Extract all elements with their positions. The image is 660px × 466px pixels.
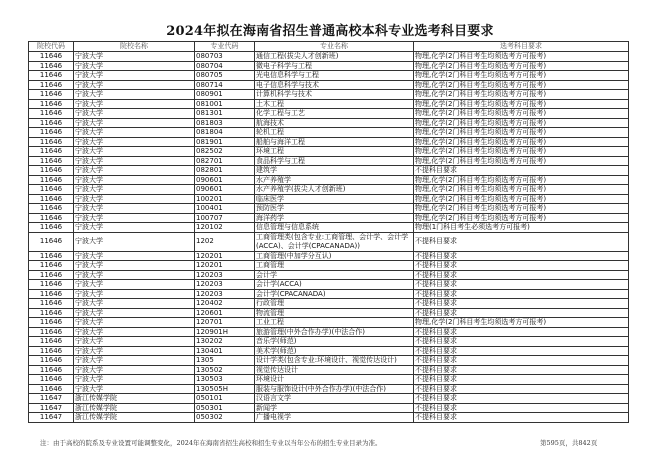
cell-subject-requirement: 物理,化学(2门科目考生均须选考方可报考) <box>414 118 629 128</box>
cell-major-code: 080705 <box>195 71 255 81</box>
cell-school-name: 宁波大学 <box>74 280 195 290</box>
cell-school-code: 11646 <box>29 118 74 128</box>
cell-major-code: 080714 <box>195 80 255 90</box>
cell-subject-requirement: 不提科目要求 <box>414 394 629 404</box>
cell-subject-requirement: 不提科目要求 <box>414 337 629 347</box>
cell-major-name: 环境设计 <box>255 375 414 385</box>
cell-school-name: 宁波大学 <box>74 90 195 100</box>
cell-major-name: 工商管理 <box>255 261 414 271</box>
table-row <box>29 80 629 90</box>
table-row <box>29 166 629 176</box>
table-row <box>29 213 629 223</box>
cell-major-code: 080901 <box>195 90 255 100</box>
cell-school-code: 11646 <box>29 346 74 356</box>
cell-major-code: 081804 <box>195 128 255 138</box>
cell-major-name: 水产养殖学 <box>255 175 414 185</box>
table-row <box>29 223 629 233</box>
cell-major-name: 设计学类(包含专业:环境设计、视觉传达设计) <box>255 356 414 366</box>
cell-major-code: 050301 <box>195 403 255 413</box>
cell-major-name: 土木工程 <box>255 99 414 109</box>
table-row <box>29 403 629 413</box>
cell-school-name: 宁波大学 <box>74 337 195 347</box>
cell-school-code: 11646 <box>29 166 74 176</box>
cell-subject-requirement: 不提科目要求 <box>414 232 629 251</box>
cell-subject-requirement: 物理,化学(2门科目考生均须选考方可报考) <box>414 90 629 100</box>
cell-school-code: 11646 <box>29 270 74 280</box>
header-school-code: 院校代码 <box>29 42 74 52</box>
cell-school-name: 宁波大学 <box>74 213 195 223</box>
cell-subject-requirement: 不提科目要求 <box>414 289 629 299</box>
cell-subject-requirement: 物理,化学(2门科目考生均须选考方可报考) <box>414 204 629 214</box>
cell-major-code: 120901H <box>195 327 255 337</box>
cell-major-name: 信息管理与信息系统 <box>255 223 414 233</box>
cell-school-code: 11646 <box>29 365 74 375</box>
cell-school-code: 11646 <box>29 337 74 347</box>
cell-major-name: 美术学(师范) <box>255 346 414 356</box>
cell-major-name: 会计学 <box>255 270 414 280</box>
table-row <box>29 356 629 366</box>
cell-major-name: 会计学(ACCA) <box>255 280 414 290</box>
cell-school-name: 宁波大学 <box>74 194 195 204</box>
table-row <box>29 185 629 195</box>
table-row <box>29 289 629 299</box>
cell-school-code: 11646 <box>29 109 74 119</box>
cell-school-name: 宁波大学 <box>74 223 195 233</box>
cell-school-code: 11646 <box>29 232 74 251</box>
cell-school-code: 11646 <box>29 156 74 166</box>
cell-school-name: 宁波大学 <box>74 137 195 147</box>
cell-subject-requirement: 物理,化学(2门科目考生均须选考方可报考) <box>414 109 629 119</box>
cell-school-code: 11646 <box>29 280 74 290</box>
cell-school-code: 11647 <box>29 413 74 423</box>
cell-school-name: 宁波大学 <box>74 185 195 195</box>
cell-major-code: 080703 <box>195 52 255 62</box>
cell-major-code: 050101 <box>195 394 255 404</box>
cell-school-name: 宁波大学 <box>74 147 195 157</box>
cell-school-code: 11646 <box>29 147 74 157</box>
cell-major-code: 082701 <box>195 156 255 166</box>
cell-school-name: 宁波大学 <box>74 128 195 138</box>
table-row <box>29 318 629 328</box>
table-row <box>29 175 629 185</box>
cell-school-code: 11646 <box>29 289 74 299</box>
cell-major-code: 130503 <box>195 375 255 385</box>
cell-major-code: 120203 <box>195 280 255 290</box>
cell-school-name: 宁波大学 <box>74 175 195 185</box>
cell-school-name: 宁波大学 <box>74 318 195 328</box>
table-row <box>29 118 629 128</box>
cell-subject-requirement: 不提科目要求 <box>414 308 629 318</box>
cell-major-name: 海洋药学 <box>255 213 414 223</box>
header-subject-requirement: 选考科目要求 <box>414 42 629 52</box>
table-row <box>29 299 629 309</box>
table-row <box>29 137 629 147</box>
cell-school-code: 11647 <box>29 394 74 404</box>
cell-school-name: 宁波大学 <box>74 346 195 356</box>
header-major-name: 专业名称 <box>255 42 414 52</box>
cell-school-name: 宁波大学 <box>74 365 195 375</box>
cell-major-code: 050302 <box>195 413 255 423</box>
cell-major-name: 临床医学 <box>255 194 414 204</box>
table-row <box>29 384 629 394</box>
cell-school-name: 宁波大学 <box>74 99 195 109</box>
table-row <box>29 90 629 100</box>
cell-major-name: 计算机科学与技术 <box>255 90 414 100</box>
cell-subject-requirement: 不提科目要求 <box>414 280 629 290</box>
cell-subject-requirement: 物理,化学(2门科目考生均须选考方可报考) <box>414 99 629 109</box>
cell-major-name: 广播电视学 <box>255 413 414 423</box>
cell-subject-requirement: 不提科目要求 <box>414 403 629 413</box>
cell-major-name: 食品科学与工程 <box>255 156 414 166</box>
table-row <box>29 71 629 81</box>
cell-major-code: 130401 <box>195 346 255 356</box>
cell-school-name: 宁波大学 <box>74 204 195 214</box>
cell-school-code: 11646 <box>29 99 74 109</box>
table-body <box>29 52 629 423</box>
cell-school-code: 11646 <box>29 375 74 385</box>
cell-school-name: 宁波大学 <box>74 251 195 261</box>
cell-major-name: 航海技术 <box>255 118 414 128</box>
cell-school-name: 宁波大学 <box>74 270 195 280</box>
cell-major-name: 光电信息科学与工程 <box>255 71 414 81</box>
cell-major-code: 081803 <box>195 118 255 128</box>
cell-school-code: 11646 <box>29 137 74 147</box>
cell-major-name: 会计学(CPACANADA) <box>255 289 414 299</box>
cell-major-code: 100401 <box>195 204 255 214</box>
cell-major-code: 082502 <box>195 147 255 157</box>
cell-school-name: 宁波大学 <box>74 289 195 299</box>
cell-major-code: 100201 <box>195 194 255 204</box>
table-row <box>29 327 629 337</box>
cell-subject-requirement: 物理(1门科目考生必须选考方可报考) <box>414 223 629 233</box>
header-school-name: 院校名称 <box>74 42 195 52</box>
cell-major-name: 微电子科学与工程 <box>255 61 414 71</box>
cell-school-name: 浙江传媒学院 <box>74 394 195 404</box>
table-row <box>29 99 629 109</box>
cell-major-name: 汉语言文学 <box>255 394 414 404</box>
cell-school-name: 宁波大学 <box>74 71 195 81</box>
table-row <box>29 61 629 71</box>
cell-school-code: 11646 <box>29 90 74 100</box>
cell-subject-requirement: 物理,化学(2门科目考生均须选考方可报考) <box>414 137 629 147</box>
table-row <box>29 156 629 166</box>
cell-subject-requirement: 不提科目要求 <box>414 356 629 366</box>
table-row <box>29 204 629 214</box>
cell-major-code: 081901 <box>195 137 255 147</box>
cell-school-code: 11646 <box>29 175 74 185</box>
cell-school-name: 浙江传媒学院 <box>74 413 195 423</box>
cell-subject-requirement: 物理,化学(2门科目考生均须选考方可报考) <box>414 71 629 81</box>
cell-school-name: 宁波大学 <box>74 52 195 62</box>
cell-major-code: 100707 <box>195 213 255 223</box>
cell-subject-requirement: 不提科目要求 <box>414 327 629 337</box>
cell-school-name: 宁波大学 <box>74 109 195 119</box>
cell-major-name: 环境工程 <box>255 147 414 157</box>
cell-school-name: 宁波大学 <box>74 232 195 251</box>
cell-subject-requirement: 物理,化学(2门科目考生均须选考方可报考) <box>414 194 629 204</box>
cell-school-code: 11646 <box>29 299 74 309</box>
cell-major-name: 电子信息科学与技术 <box>255 80 414 90</box>
cell-major-name: 视觉传达设计 <box>255 365 414 375</box>
table-row <box>29 128 629 138</box>
cell-school-name: 宁波大学 <box>74 299 195 309</box>
cell-major-code: 120201 <box>195 251 255 261</box>
cell-major-name: 工商管理(中加学分互认) <box>255 251 414 261</box>
cell-school-code: 11646 <box>29 194 74 204</box>
header-major-code: 专业代码 <box>195 42 255 52</box>
cell-major-code: 1202 <box>195 232 255 251</box>
cell-major-code: 130505H <box>195 384 255 394</box>
cell-major-name: 水产养殖学(拔尖人才创新班) <box>255 185 414 195</box>
cell-school-name: 宁波大学 <box>74 261 195 271</box>
cell-subject-requirement: 物理,化学(2门科目考生均须选考方可报考) <box>414 80 629 90</box>
cell-subject-requirement: 物理,化学(2门科目考生均须选考方可报考) <box>414 147 629 157</box>
cell-major-code: 120203 <box>195 270 255 280</box>
cell-major-name: 服装与服饰设计(中外合作办学)(中法合作) <box>255 384 414 394</box>
table-row <box>29 394 629 404</box>
cell-major-code: 081001 <box>195 99 255 109</box>
cell-school-name: 宁波大学 <box>74 118 195 128</box>
cell-subject-requirement: 不提科目要求 <box>414 346 629 356</box>
table-row <box>29 337 629 347</box>
cell-major-name: 工商管理类(包含专业:工商管理、会计学、会计学(ACCA)、会计学(CPACANADA)) <box>255 232 414 251</box>
cell-school-code: 11646 <box>29 71 74 81</box>
cell-major-code: 090601 <box>195 185 255 195</box>
cell-subject-requirement: 不提科目要求 <box>414 299 629 309</box>
cell-school-code: 11646 <box>29 327 74 337</box>
cell-school-code: 11646 <box>29 213 74 223</box>
cell-major-name: 工业工程 <box>255 318 414 328</box>
cell-school-code: 11646 <box>29 318 74 328</box>
table-row <box>29 365 629 375</box>
cell-subject-requirement: 物理,化学(2门科目考生均须选考方可报考) <box>414 175 629 185</box>
cell-school-code: 11646 <box>29 52 74 62</box>
cell-school-code: 11646 <box>29 185 74 195</box>
cell-major-name: 音乐学(师范) <box>255 337 414 347</box>
cell-subject-requirement: 不提科目要求 <box>414 166 629 176</box>
cell-major-code: 130202 <box>195 337 255 347</box>
cell-school-name: 宁波大学 <box>74 384 195 394</box>
table-row <box>29 375 629 385</box>
cell-major-name: 行政管理 <box>255 299 414 309</box>
table-row <box>29 194 629 204</box>
cell-school-name: 宁波大学 <box>74 356 195 366</box>
cell-subject-requirement: 物理,化学(2门科目考生均须选考方可报考) <box>414 61 629 71</box>
cell-major-code: 090601 <box>195 175 255 185</box>
table-row <box>29 232 629 251</box>
cell-major-code: 120601 <box>195 308 255 318</box>
cell-subject-requirement: 物理,化学(2门科目考生均须选考方可报考) <box>414 128 629 138</box>
table-row <box>29 261 629 271</box>
cell-school-name: 宁波大学 <box>74 308 195 318</box>
cell-school-name: 宁波大学 <box>74 375 195 385</box>
cell-school-name: 宁波大学 <box>74 156 195 166</box>
cell-school-code: 11646 <box>29 204 74 214</box>
cell-school-name: 宁波大学 <box>74 327 195 337</box>
cell-school-code: 11646 <box>29 356 74 366</box>
cell-major-name: 轮机工程 <box>255 128 414 138</box>
requirements-table <box>28 41 629 423</box>
cell-subject-requirement: 物理,化学(2门科目考生均须选考方可报考) <box>414 52 629 62</box>
cell-subject-requirement: 不提科目要求 <box>414 270 629 280</box>
cell-school-code: 11646 <box>29 128 74 138</box>
cell-major-name: 建筑学 <box>255 166 414 176</box>
cell-subject-requirement: 不提科目要求 <box>414 375 629 385</box>
cell-school-code: 11646 <box>29 261 74 271</box>
cell-school-code: 11646 <box>29 308 74 318</box>
page-number: 第595页，共842页 <box>540 439 598 447</box>
cell-subject-requirement: 物理,化学(2门科目考生均须选考方可报考) <box>414 185 629 195</box>
cell-major-code: 120102 <box>195 223 255 233</box>
cell-major-code: 130502 <box>195 365 255 375</box>
cell-major-name: 旅游管理(中外合作办学)(中法合作) <box>255 327 414 337</box>
footer-note: 注：由于高校的院系及专业设置可能调整变化，2024年在海南省招生高校和招生专业以当年公布的招生专业目录为准。 <box>40 439 382 447</box>
cell-major-name: 物流管理 <box>255 308 414 318</box>
cell-school-code: 11647 <box>29 403 74 413</box>
table-row <box>29 147 629 157</box>
table-row <box>29 251 629 261</box>
cell-subject-requirement: 物理,化学(2门科目考生均须选考方可报考) <box>414 156 629 166</box>
cell-major-code: 120203 <box>195 289 255 299</box>
table-row <box>29 413 629 423</box>
cell-major-name: 化学工程与工艺 <box>255 109 414 119</box>
table-header-row <box>29 42 629 52</box>
cell-subject-requirement: 不提科目要求 <box>414 251 629 261</box>
cell-school-name: 宁波大学 <box>74 80 195 90</box>
cell-major-code: 120201 <box>195 261 255 271</box>
cell-major-code: 081301 <box>195 109 255 119</box>
cell-major-name: 新闻学 <box>255 403 414 413</box>
cell-major-code: 120701 <box>195 318 255 328</box>
cell-major-code: 1305 <box>195 356 255 366</box>
cell-school-code: 11646 <box>29 223 74 233</box>
cell-subject-requirement: 不提科目要求 <box>414 365 629 375</box>
cell-school-name: 宁波大学 <box>74 166 195 176</box>
cell-school-code: 11646 <box>29 384 74 394</box>
cell-subject-requirement: 不提科目要求 <box>414 261 629 271</box>
table-row <box>29 280 629 290</box>
cell-school-code: 11646 <box>29 251 74 261</box>
table-row <box>29 346 629 356</box>
cell-subject-requirement: 不提科目要求 <box>414 413 629 423</box>
cell-major-code: 120402 <box>195 299 255 309</box>
cell-school-code: 11646 <box>29 61 74 71</box>
cell-major-name: 船舶与海洋工程 <box>255 137 414 147</box>
table-row <box>29 52 629 62</box>
cell-subject-requirement: 物理,化学(2门科目考生均须选考方可报考) <box>414 318 629 328</box>
cell-subject-requirement: 不提科目要求 <box>414 384 629 394</box>
cell-school-name: 浙江传媒学院 <box>74 403 195 413</box>
table-row <box>29 270 629 280</box>
page-title: 2024年拟在海南省招生普通高校本科专业选考科目要求 <box>166 24 494 39</box>
cell-major-name: 预防医学 <box>255 204 414 214</box>
table-row <box>29 109 629 119</box>
cell-subject-requirement: 物理,化学(2门科目考生均须选考方可报考) <box>414 213 629 223</box>
cell-major-code: 080704 <box>195 61 255 71</box>
cell-school-name: 宁波大学 <box>74 61 195 71</box>
cell-major-code: 082801 <box>195 166 255 176</box>
cell-school-code: 11646 <box>29 80 74 90</box>
table-row <box>29 308 629 318</box>
cell-major-name: 通信工程(拔尖人才创新班) <box>255 52 414 62</box>
